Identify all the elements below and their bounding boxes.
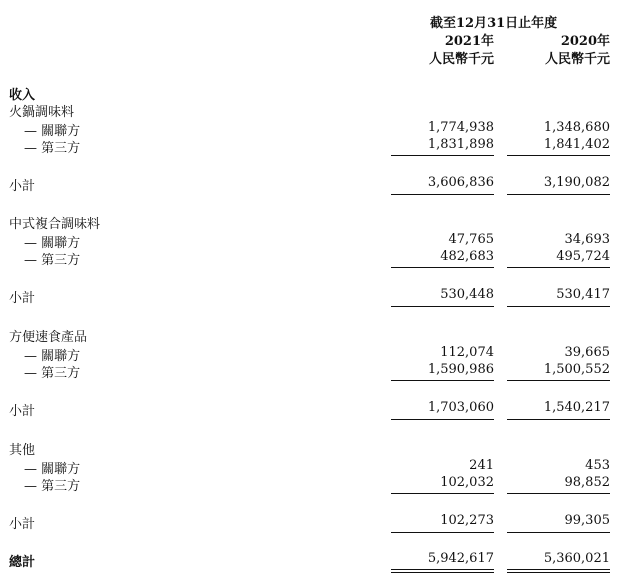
subtotal-rule	[391, 155, 494, 156]
section-title: 中式複合調味料	[9, 217, 101, 232]
subtotal-underline	[391, 306, 494, 307]
table-cell: 102,032	[440, 475, 494, 490]
subtotal-underline	[507, 194, 610, 195]
total-double-rule	[391, 569, 494, 573]
col-2020-unit: 人民幣千元	[544, 52, 610, 67]
table-cell: 495,724	[556, 249, 610, 264]
table-cell: 241	[469, 458, 494, 473]
subtotal-rule	[391, 380, 494, 381]
table-cell: 1,500,552	[543, 362, 610, 377]
subtotal-cell: 1,540,217	[543, 400, 610, 415]
subtotal-label: 小計	[9, 291, 36, 306]
period-header: 截至12月31日止年度	[430, 16, 558, 31]
subtotal-underline	[391, 419, 494, 420]
subtotal-rule	[507, 380, 610, 381]
related-party-label: — 關聯方	[24, 124, 81, 139]
subtotal-label: 小計	[9, 517, 36, 532]
table-cell: 98,852	[564, 475, 610, 490]
total-label: 總計	[9, 555, 36, 570]
table-cell: 482,683	[440, 249, 494, 264]
table-cell: 1,774,938	[427, 120, 494, 135]
subtotal-rule	[507, 155, 610, 156]
section-title: 其他	[9, 443, 36, 458]
subtotal-underline	[391, 194, 494, 195]
subtotal-underline	[507, 532, 610, 533]
subtotal-rule	[507, 493, 610, 494]
third-party-label: — 第三方	[24, 253, 81, 268]
total-cell: 5,360,021	[543, 551, 610, 566]
subtotal-rule	[391, 267, 494, 268]
related-party-label: — 關聯方	[24, 236, 81, 251]
subtotal-cell: 99,305	[564, 513, 610, 528]
third-party-label: — 第三方	[24, 141, 81, 156]
total-double-rule	[507, 569, 610, 573]
table-cell: 1,590,986	[427, 362, 494, 377]
subtotal-underline	[507, 419, 610, 420]
subtotal-cell: 3,190,082	[543, 175, 610, 190]
subtotal-underline	[391, 532, 494, 533]
subtotal-rule	[391, 493, 494, 494]
table-cell: 1,348,680	[543, 120, 610, 135]
subtotal-cell: 3,606,836	[427, 175, 494, 190]
related-party-label: — 關聯方	[24, 462, 81, 477]
subtotal-cell: 102,273	[440, 513, 494, 528]
subtotal-rule	[507, 267, 610, 268]
table-cell: 112,074	[440, 345, 494, 360]
subtotal-cell: 530,448	[440, 287, 494, 302]
col-2020-year: 2020年	[560, 34, 610, 49]
subtotal-cell: 530,417	[556, 287, 610, 302]
subtotal-label: 小計	[9, 404, 36, 419]
table-cell: 39,665	[564, 345, 610, 360]
section-title: 火鍋調味料	[9, 105, 75, 120]
col-2021-unit: 人民幣千元	[428, 52, 494, 67]
col-2021-year: 2021年	[444, 34, 494, 49]
third-party-label: — 第三方	[24, 366, 81, 381]
revenue-label: 收入	[9, 88, 36, 103]
third-party-label: — 第三方	[24, 479, 81, 494]
table-cell: 453	[585, 458, 610, 473]
subtotal-cell: 1,703,060	[427, 400, 494, 415]
table-cell: 47,765	[448, 232, 494, 247]
table-cell: 34,693	[564, 232, 610, 247]
section-title: 方便速食產品	[9, 330, 88, 345]
related-party-label: — 關聯方	[24, 349, 81, 364]
table-cell: 1,841,402	[543, 137, 610, 152]
total-cell: 5,942,617	[427, 551, 494, 566]
table-cell: 1,831,898	[427, 137, 494, 152]
subtotal-underline	[507, 306, 610, 307]
subtotal-label: 小計	[9, 179, 36, 194]
